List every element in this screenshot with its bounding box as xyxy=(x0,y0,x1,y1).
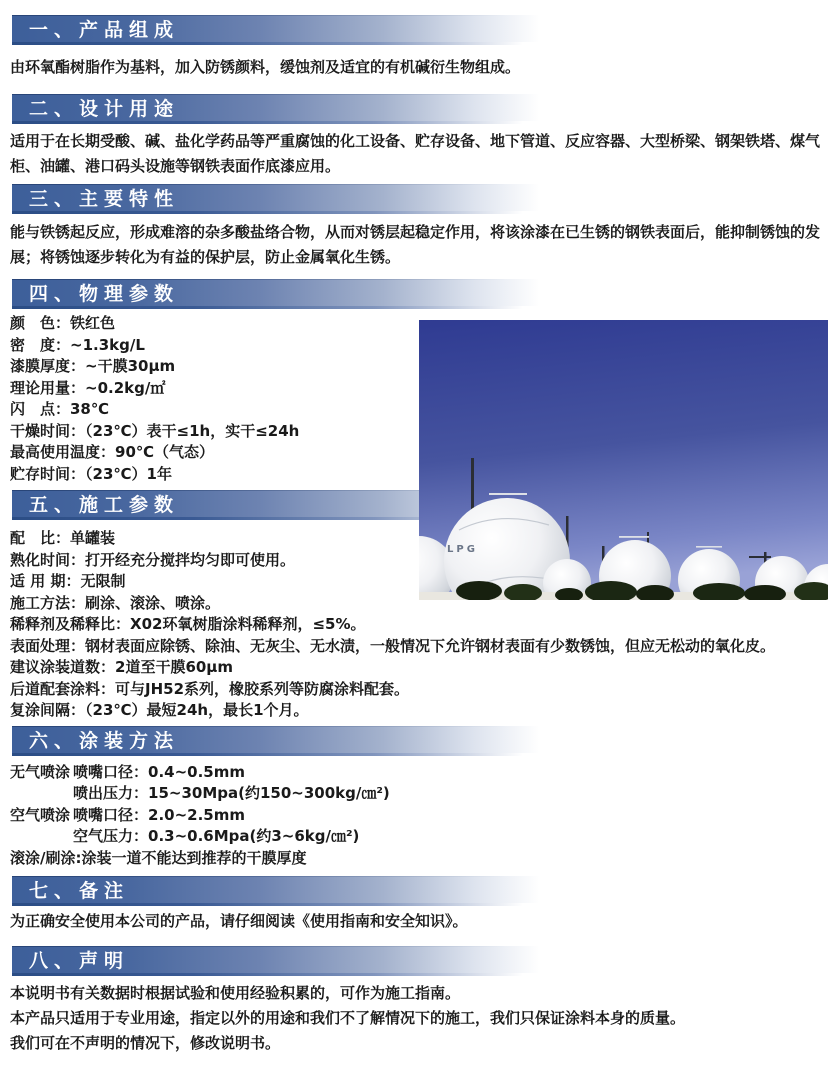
param-line: 熟化时间：打开经充分搅拌均匀即可使用。 xyxy=(10,550,296,569)
param-line: 涂装一道不能达到推荐的干膜厚度 xyxy=(81,848,307,867)
section-product-composition xyxy=(0,15,836,80)
spray-row xyxy=(10,848,826,870)
paragraph: 我们可在不声明的情况下，修改说明书。 xyxy=(10,1034,281,1052)
section-body xyxy=(10,220,826,270)
param-line: 建议涂装道数：2道至干膜60μm xyxy=(10,658,233,676)
section-title: 八、声明 xyxy=(29,950,130,972)
section-title: 七、备注 xyxy=(29,880,130,902)
section-body xyxy=(10,129,826,179)
param-line: 后道配套涂料：可与JH52系列，橡胶系列等防腐涂料配套。 xyxy=(10,679,410,698)
section-title: 一、产品组成 xyxy=(29,19,180,41)
paragraph: 能与铁锈起反应，形成难溶的杂多酸盐络合物，从而对锈层起稳定作用，将该涂漆在已生锈的钢铁表面后，能抑制锈蚀的发展；将锈蚀逐步转化为有益的保护层，防止金属氧化生锈。 xyxy=(10,223,821,266)
spray-method-label: 空气喷涂 xyxy=(10,805,71,824)
param-line: 空气压力：0.3~0.6Mpa(约3~6kg/㎝²) xyxy=(73,827,360,845)
param-line: 最高使用温度：90℃（气态） xyxy=(10,443,215,461)
section-statement xyxy=(0,946,836,1056)
param-line: 贮存时间：（23℃）1年 xyxy=(10,464,172,483)
section-body xyxy=(10,981,826,1056)
paragraph: 适用于在长期受酸、碱、盐化学药品等严重腐蚀的化工设备、贮存设备、地下管道、反应容器、大型桥梁、钢架铁塔、煤气柜、油罐、港口码头设施等钢铁表面作底漆应用。 xyxy=(10,132,821,175)
tank-label: LPG xyxy=(447,544,478,555)
section-header-bar xyxy=(12,15,836,45)
section-header-bar xyxy=(12,94,836,124)
section-header-bar xyxy=(12,279,836,309)
section-header-bar xyxy=(12,184,836,214)
spray-label-spacer xyxy=(10,826,73,848)
section-title: 三、主要特性 xyxy=(29,188,180,210)
section-title: 五、施工参数 xyxy=(29,494,180,516)
param-line: 颜 色：铁红色 xyxy=(10,314,116,332)
section-title: 六、涂装方法 xyxy=(29,729,180,752)
section-body xyxy=(10,762,826,870)
lpg-tanks-photo xyxy=(419,320,828,600)
spray-row xyxy=(10,783,826,805)
spray-row xyxy=(10,762,826,784)
param-line: 闪 点：38℃ xyxy=(10,400,110,418)
param-line: 配 比：单罐装 xyxy=(10,529,116,547)
param-line: 漆膜厚度：~干膜30μm xyxy=(10,357,176,375)
param-line: 表面处理：钢材表面应除锈、除油、无灰尘、无水渍，一般情况下允许钢材表面有少数锈蚀，但应无松动的氧化皮。 xyxy=(10,636,776,655)
spray-row xyxy=(10,826,826,848)
paragraph: 本说明书有关数据时根据试验和使用经验积累的，可作为施工指南。 xyxy=(10,984,461,1002)
section-title: 四、物理参数 xyxy=(29,283,180,305)
section-coating-methods xyxy=(0,726,836,870)
param-line: 施工方法：刷涂、滚涂、喷涂。 xyxy=(10,593,221,612)
param-line: 稀释剂及稀释比：X02环氧树脂涂料稀释剂，≤5%。 xyxy=(10,615,366,633)
section-remarks xyxy=(0,876,836,934)
spray-row xyxy=(10,805,826,827)
section-body xyxy=(10,909,826,934)
section-main-features xyxy=(0,184,836,270)
paragraph: 为正确安全使用本公司的产品，请仔细阅读《使用指南和安全知识》。 xyxy=(10,912,468,930)
param-line: 理论用量：~0.2kg/㎡ xyxy=(10,378,166,397)
section-header-bar xyxy=(12,726,836,756)
section-design-use xyxy=(0,94,836,179)
section-body xyxy=(10,55,826,80)
param-line: 喷出压力：15~30Mpa(约150~300kg/㎝²) xyxy=(73,784,390,802)
paragraph: 本产品只适用于专业用途，指定以外的用途和我们不了解情况下的施工，我们只保证涂料本身的质量。 xyxy=(10,1009,686,1027)
spray-label-spacer xyxy=(10,783,73,805)
section-title: 二、设计用途 xyxy=(29,98,180,120)
section-header-bar xyxy=(12,946,836,976)
paragraph: 由环氧酯树脂作为基料，加入防锈颜料，缓蚀剂及适宜的有机碱衍生物组成。 xyxy=(10,58,521,76)
section-header-bar xyxy=(12,876,836,906)
spray-method-label: 无气喷涂 xyxy=(10,762,71,781)
lpg-tanks-illustration xyxy=(419,320,828,600)
spray-method-label: 滚涂/刷涂: xyxy=(10,848,82,867)
param-line: 密 度：~1.3kg/L xyxy=(10,335,145,354)
param-line: 喷嘴口径：0.4~0.5mm xyxy=(73,762,245,781)
param-line: 复涂间隔：（23℃）最短24h，最长1个月。 xyxy=(10,701,309,719)
param-line: 喷嘴口径：2.0~2.5mm xyxy=(73,805,245,824)
param-line: 干燥时间：（23℃）表干≤1h，实干≤24h xyxy=(10,421,300,440)
param-line: 适 用 期：无限制 xyxy=(10,572,126,590)
